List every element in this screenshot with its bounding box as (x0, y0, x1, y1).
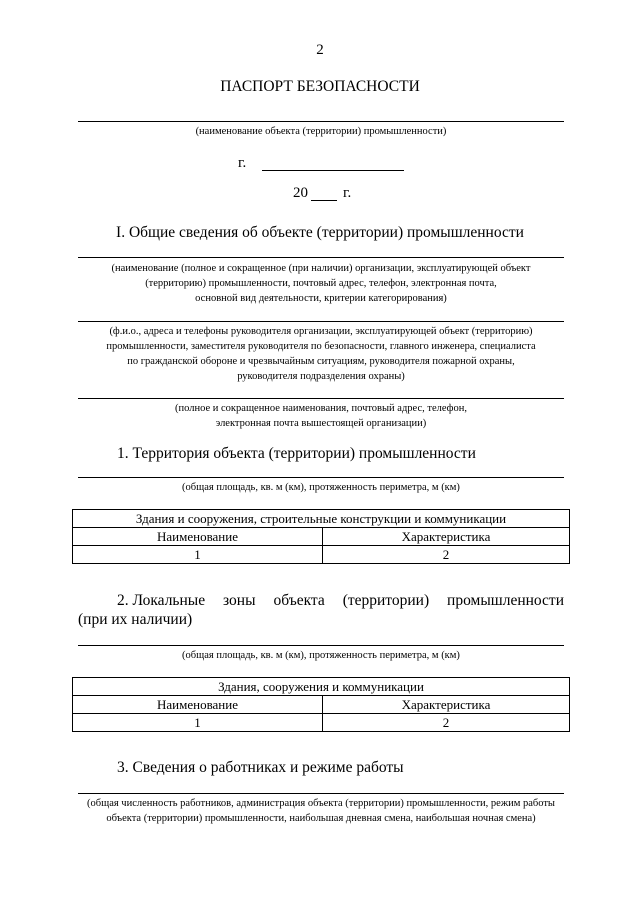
table-1-col-name: Наименование (73, 528, 323, 546)
workers-line (78, 793, 564, 794)
section-1-title: 1. Территория объекта (территории) промышленности (117, 445, 476, 462)
table-1-num-1: 1 (73, 546, 323, 564)
page-number: 2 (316, 42, 324, 58)
document-title: ПАСПОРТ БЕЗОПАСНОСТИ (220, 78, 420, 95)
parent-org-line (78, 398, 564, 399)
table-2-num-2: 2 (323, 714, 570, 732)
local-zones-line (78, 645, 564, 646)
table-2-num-1: 1 (73, 714, 323, 732)
management-caption: (ф.и.о., адреса и телефоны руководителя организации, эксплуатирующей объект (территорию) промышленности, заместителя руководителя по безопасности, главного инженера, специалиста по гражданской обороне и чрезвычайным ситуациям, руководителя пожарной охраны, руководителя подразделения охраны) (106, 326, 536, 382)
territory-line (78, 477, 564, 478)
table-2-col-characteristic: Характеристика (323, 696, 570, 714)
local-zones-caption: (общая площадь, кв. м (км), протяженность периметра, м (км) (182, 650, 460, 661)
table-1-col-characteristic: Характеристика (323, 528, 570, 546)
organization-caption: (наименование (полное и сокращенное (при наличии) организации, эксплуатирующей объект (территорию) промышленности, почтовый адрес, телефон, электронная почта, основной вид деятельности, критерии категорирования) (111, 263, 531, 304)
object-name-caption: (наименование объекта (территории) промышленности) (195, 126, 447, 137)
parent-org-caption: (полное и сокращенное наименования, почтовый адрес, телефон, электронная почта вышестоящей организации) (175, 403, 467, 429)
section-2-title: 2. Локальные зоны объекта (территории) промышленности (117, 592, 564, 609)
year-prefix: 20 (293, 185, 308, 201)
object-name-line (78, 121, 564, 122)
city-prefix: г. (238, 155, 247, 171)
territory-caption: (общая площадь, кв. м (км), протяженность периметра, м (км) (182, 482, 460, 493)
table-1-header: Здания и сооружения, строительные конструкции и коммуникации (73, 510, 570, 528)
city-line (262, 170, 404, 171)
organization-line (78, 257, 564, 258)
section-I-title: I. Общие сведения об объекте (территории) промышленности (116, 224, 524, 241)
year-line (311, 200, 337, 201)
table-2-col-name: Наименование (73, 696, 323, 714)
section-3-title: 3. Сведения о работниках и режиме работы (117, 759, 404, 776)
management-line (78, 321, 564, 322)
section-2-title-line2: (при их наличии) (78, 611, 193, 628)
buildings-table-1 (72, 509, 570, 564)
workers-caption: (общая численность работников, администрация объекта (территории) промышленности, режим работы объекта (территории) промышленности, наибольшая дневная смена, наибольшая ночная смена) (87, 798, 555, 824)
year-suffix: г. (343, 185, 352, 201)
table-1-num-2: 2 (323, 546, 570, 564)
table-2-header: Здания, сооружения и коммуникации (73, 678, 570, 696)
buildings-table-2 (72, 677, 570, 732)
